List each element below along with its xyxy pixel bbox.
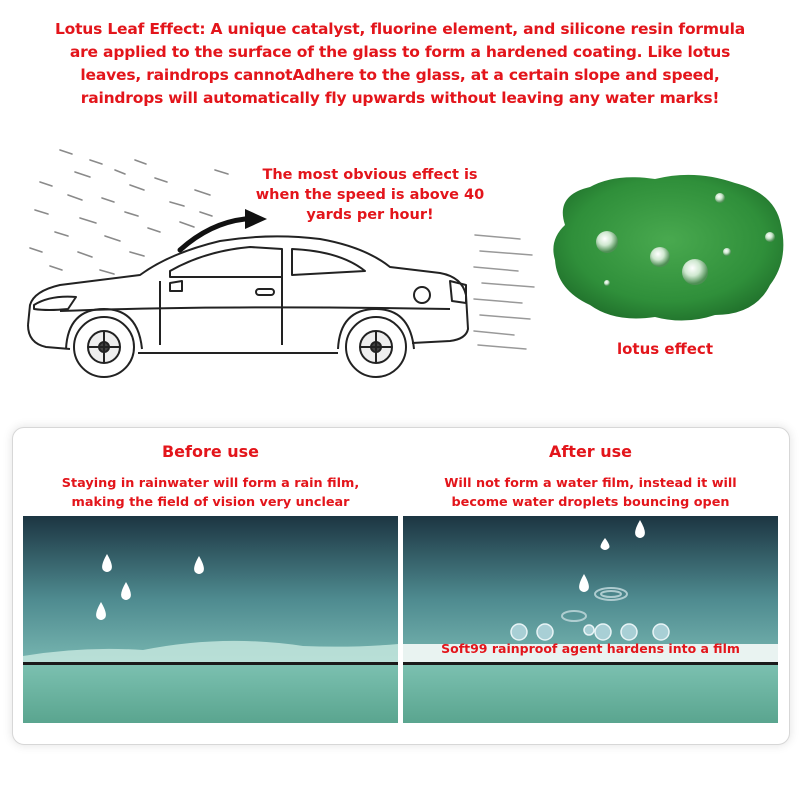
car-illustration bbox=[20, 225, 480, 390]
before-desc-line-2: making the field of vision very unclear bbox=[71, 495, 350, 510]
speed-note-line-3: yards per hour! bbox=[306, 207, 434, 223]
intro-line-4: raindrops will automatically fly upwards without leaving any water marks! bbox=[80, 89, 720, 107]
speed-note-line-1: The most obvious effect is bbox=[262, 167, 478, 183]
film-label: Soft99 rainproof agent hardens into a film bbox=[441, 641, 740, 656]
lotus-leaf-image bbox=[545, 165, 790, 330]
comparison-panel bbox=[12, 427, 790, 745]
before-title: Before use bbox=[161, 442, 260, 461]
after-desc-line-2: become water droplets bouncing open bbox=[451, 495, 730, 510]
motion-lines bbox=[470, 225, 540, 355]
lotus-caption: lotus effect bbox=[616, 340, 713, 358]
after-title: After use bbox=[548, 442, 633, 461]
intro-line-3: leaves, raindrops cannotAdhere to the glass, at a certain slope and speed, bbox=[80, 66, 720, 84]
after-desc-line-1: Will not form a water film, instead it will bbox=[444, 476, 737, 491]
before-panel bbox=[23, 428, 398, 744]
after-glass-image bbox=[403, 516, 778, 723]
after-panel bbox=[403, 428, 778, 744]
intro-line-2: are applied to the surface of the glass to form a hardened coating. Like lotus bbox=[69, 43, 731, 61]
intro-text bbox=[20, 18, 780, 110]
intro-line-1: Lotus Leaf Effect: A unique catalyst, fluorine element, and silicone resin formula bbox=[54, 20, 746, 38]
after-description bbox=[403, 474, 778, 512]
before-description bbox=[23, 474, 398, 512]
before-desc-line-1: Staying in rainwater will form a rain film, bbox=[61, 476, 360, 491]
speed-note bbox=[245, 165, 495, 225]
speed-note-line-2: when the speed is above 40 bbox=[255, 187, 485, 203]
before-glass-image bbox=[23, 516, 398, 723]
